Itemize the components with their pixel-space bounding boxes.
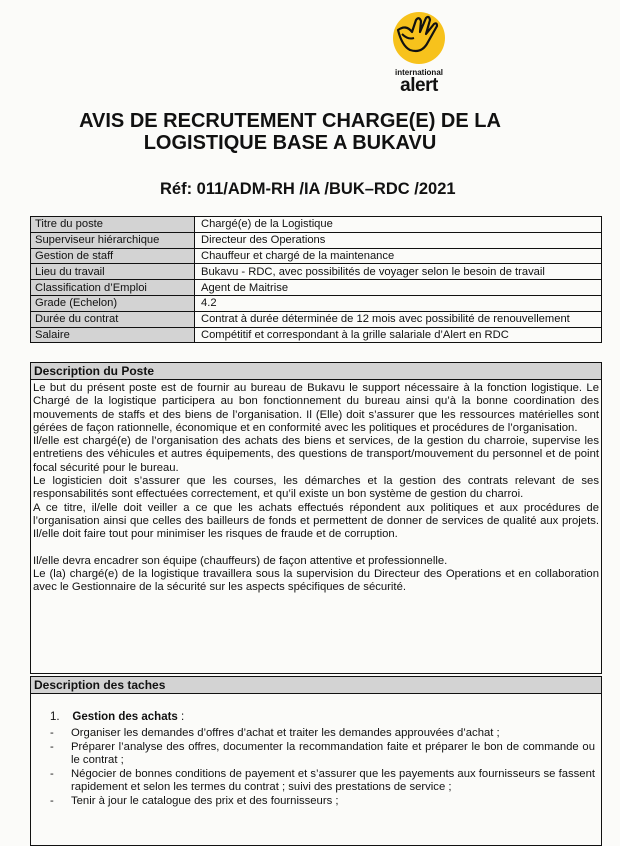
description-paragraph: Le but du présent poste est de fournir au bureau de Bukavu le support nécessaire à la fonction logistique. Le Chargé de la logistique participera au bon fonctionnement du bureau ainsi qu’à la bonne coordination des mouvements de staffs et des biens de l’organisation. Il (Elle) doit s’assurer que les ressources matérielles sont gérées de façon rationnelle, économique et en conformité avec les politiques et procédures de l’organisation. (33, 382, 599, 434)
description-paragraph: Le logisticien doit s’assurer que les courses, les démarches et la gestion des contrats relevant de ses responsabilités sont effectuées correctement, et qu’il existe un bon système de gestion du charroi. (33, 475, 599, 501)
info-key: Durée du contrat (31, 311, 195, 327)
info-key: Grade (Echelon) (31, 295, 195, 311)
job-description-heading: Description du Poste (31, 363, 601, 380)
info-value: Directeur des Operations (195, 232, 602, 248)
info-key: Salaire (31, 327, 195, 343)
reference-number: Réf: 011/ADM-RH /IA /BUK–RDC /2021 (160, 180, 456, 198)
info-row (31, 327, 602, 343)
task-item: - Négocier de bonnes conditions de payement et s’assurer que les payements aux fournisseurs se fassent rapidement et selon les termes du contrat ; suivi des prestations de service ; (50, 768, 595, 795)
info-row (31, 217, 602, 233)
info-key: Titre du poste (31, 217, 195, 233)
info-key: Classification d’Emploi (31, 280, 195, 296)
description-paragraph: Il/elle est chargé(e) de l’organisation des achats des biens et services, de la gestion du charroie, supervise les entretiens des véhicules et autres équipements, des questions de transport/mouvement du personnel et de point focal sécurité pour le bureau. (33, 435, 599, 474)
tasks-heading: Description des taches (31, 677, 601, 694)
info-key: Lieu du travail (31, 264, 195, 280)
alert-logo (388, 10, 450, 94)
task-group-number: 1. (50, 711, 60, 723)
info-value: Bukavu - RDC, avec possibilités de voyager selon le besoin de travail (195, 264, 602, 280)
task-item: - Tenir à jour le catalogue des prix et des fournisseurs ; (50, 795, 595, 809)
page-title: AVIS DE RECRUTEMENT CHARGE(E) DE LA LOGISTIQUE BASE A BUKAVU (79, 110, 501, 154)
info-value: Contrat à durée déterminée de 12 mois avec possibilité de renouvellement (195, 311, 602, 327)
task-item: - Organiser les demandes d’offres d’achat et traiter les demandes approuvées d’achat ; (50, 727, 595, 741)
info-value: Chauffeur et chargé de la maintenance (195, 248, 602, 264)
description-paragraph: Il/elle devra encadrer son équipe (chauffeurs) de façon attentive et professionnelle. (33, 554, 448, 567)
hand-dove-icon (388, 10, 450, 66)
task-group-suffix: : (177, 711, 185, 723)
logo-text-big: alert (400, 75, 438, 96)
task-group-name: Gestion des achats (72, 711, 178, 723)
task-item: - Préparer l’analyse des offres, documenter la recommandation faite et préparer le bon de commande ou le contrat ; (50, 741, 595, 768)
task-list (50, 727, 595, 808)
task-group-title (50, 711, 184, 723)
info-row (31, 280, 602, 296)
info-row (31, 311, 602, 327)
info-key: Superviseur hiérarchique (31, 232, 195, 248)
job-description-section (30, 362, 602, 674)
info-row (31, 232, 602, 248)
info-value: Agent de Maitrise (195, 280, 602, 296)
job-info-table (30, 216, 602, 343)
description-paragraph: A ce titre, il/elle doit veiller a ce que les achats effectués répondent aux politiques et aux procédures de l’organisation ainsi que celles des bailleurs de fonds et permettent de donner de services de qualité aux projets. Il/elle doit faire tout pour minimiser les risques de fraude et de corruption. (33, 501, 599, 541)
info-value: Chargé(e) de la Logistique (195, 217, 602, 233)
logo-text-small: international (394, 68, 443, 77)
info-row (31, 295, 602, 311)
info-row (31, 264, 602, 280)
info-value: Compétitif et correspondant à la grille salariale d’Alert en RDC (195, 327, 602, 343)
job-description-body (31, 380, 601, 594)
info-value: 4.2 (195, 295, 602, 311)
info-row (31, 248, 602, 264)
description-paragraph: Le (la) chargé(e) de la logistique travaillera sous la supervision du Directeur des Operations et en collaboration avec le Gestionnaire de la sécurité sur les aspects spécifiques de sécurité. (33, 567, 599, 594)
info-key: Gestion de staff (31, 248, 195, 264)
